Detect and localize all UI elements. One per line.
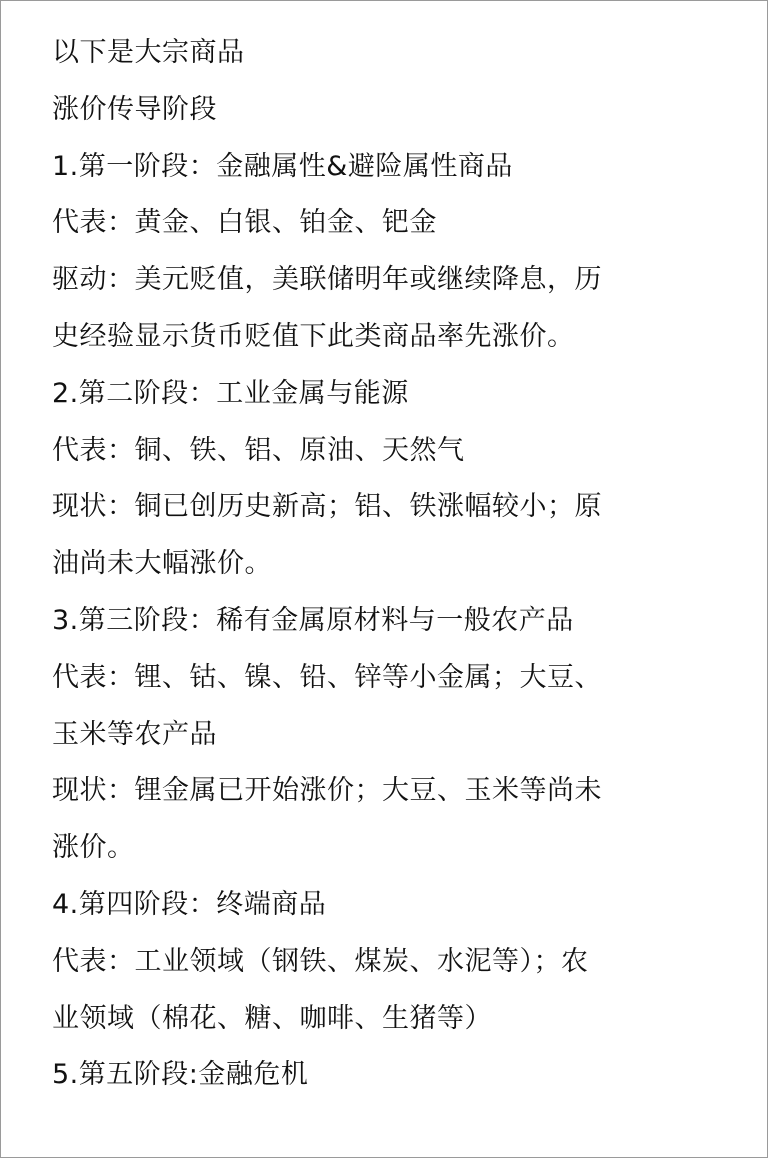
stage-3-representatives-line-2: 玉米等农产品 bbox=[52, 718, 217, 750]
stage-3-status-line-1: 现状：锂金属已开始涨价；大豆、玉米等尚未 bbox=[52, 775, 602, 807]
stage-2-status-line-1: 现状：铜已创历史新高；铝、铁涨幅较小；原 bbox=[52, 491, 602, 523]
document-body bbox=[52, 25, 732, 1104]
stage-1-driver-line-1: 驱动：美元贬值，美联储明年或继续降息，历 bbox=[52, 264, 602, 296]
stage-1-heading: 1.第一阶段：金融属性&避险属性商品 bbox=[52, 150, 513, 182]
stage-3-representatives-line-1: 代表：锂、钴、镍、铅、锌等小金属；大豆、 bbox=[52, 661, 602, 693]
stage-1-driver-line-2: 史经验显示货币贬值下此类商品率先涨价。 bbox=[52, 320, 575, 352]
stage-4-representatives-line-2: 业领域（棉花、糖、咖啡、生猪等） bbox=[52, 1002, 492, 1034]
stage-2-status-line-2: 油尚未大幅涨价。 bbox=[52, 548, 272, 580]
stage-1-representatives: 代表：黄金、白银、铂金、钯金 bbox=[52, 207, 437, 239]
intro-line-1: 以下是大宗商品 bbox=[52, 37, 245, 68]
stage-3-heading: 3.第三阶段：稀有金属原材料与一般农产品 bbox=[52, 604, 574, 636]
intro-line-2: 涨价传导阶段 bbox=[52, 93, 217, 125]
stage-2-representatives: 代表：铜、铁、铝、原油、天然气 bbox=[52, 434, 465, 466]
stage-5-heading: 5.第五阶段:金融危机 bbox=[52, 1059, 309, 1091]
stage-2-heading: 2.第二阶段：工业金属与能源 bbox=[52, 377, 409, 409]
stage-4-representatives-line-1: 代表：工业领域（钢铁、煤炭、水泥等）；农 bbox=[52, 945, 589, 977]
stage-3-status-line-2: 涨价。 bbox=[52, 832, 135, 864]
stage-4-heading: 4.第四阶段：终端商品 bbox=[52, 888, 327, 920]
